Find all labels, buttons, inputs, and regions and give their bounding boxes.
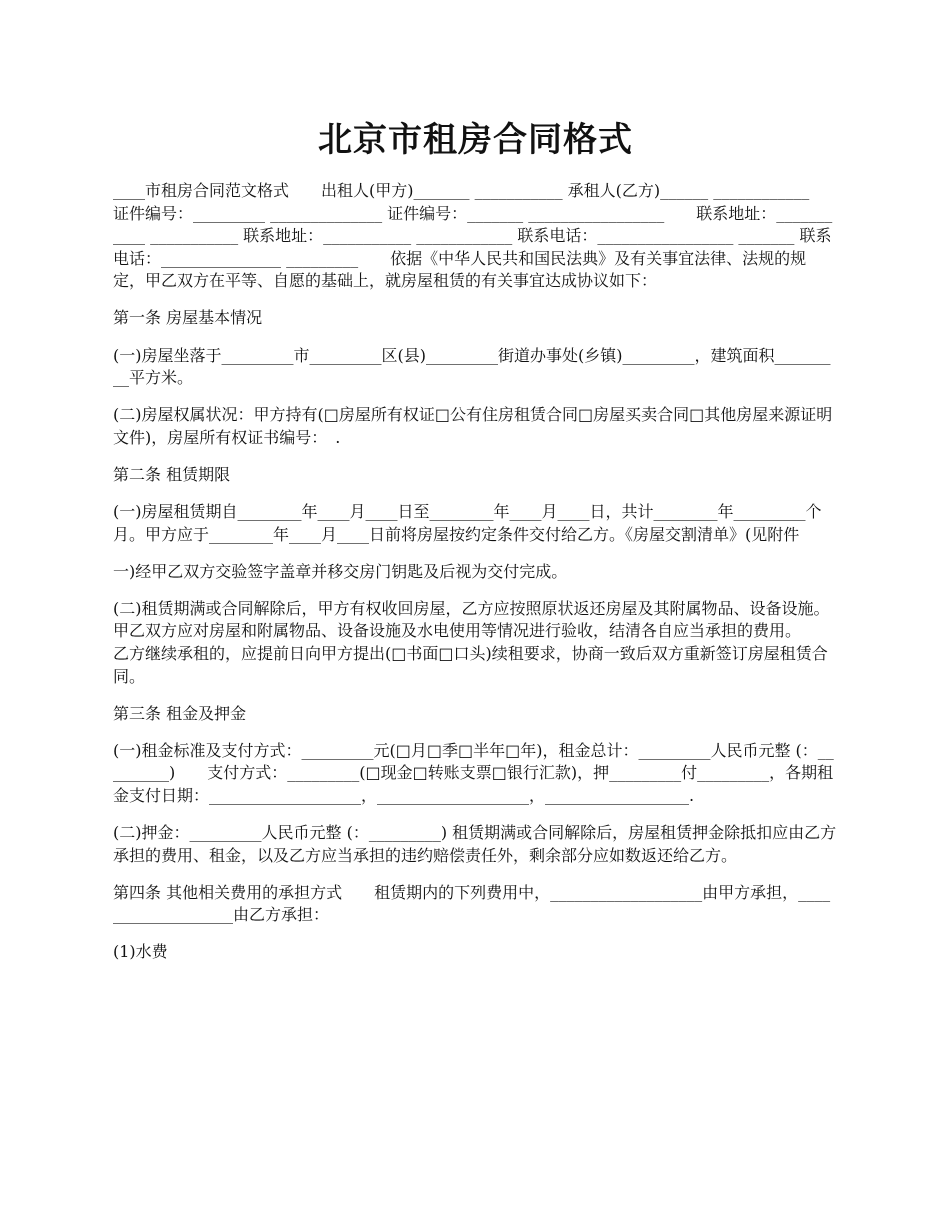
article-2-clause-1-cont: 一)经甲乙双方交验签字盖章并移交房门钥匙及后视为交付完成。 <box>113 561 568 581</box>
article-3-clause-2: (二)押金：_________人民币元整 (：_________) 租赁期满或合同解除后，房屋租赁押金除抵扣应由乙方承担的费用、租金，以及乙方应当承担的违约赔偿责任外，剩余部分应如数返还给乙方。 <box>113 823 837 865</box>
article-4-paragraph: 第四条 其他相关费用的承担方式 租赁期内的下列费用中，___________________由甲方承担，___________________由乙方承担： <box>113 882 831 925</box>
article-2-clause-2: (二)租赁期满或合同解除后，甲方有权收回房屋，乙方应按照原状返还房屋及其附属物品、设备设施。甲乙双方应对房屋和附属物品、设备设施及水电使用等情况进行验收，结清各自应当承担的费用。 乙方继续承租的，应提前日向甲方提出(□书面□口头)续租要求，协商一致后双方重新签订房屋租赁合同。 <box>113 598 830 686</box>
article-2-clause-1: (一)房屋租赁期自________年____月____日至________年____月____日，共计________年_________个月。甲方应于________年____月____日前将房屋按约定条件交付给乙方。《房屋交割清单》(见附件 <box>113 502 822 544</box>
article-1-clause-2: (二)房屋权属状况：甲方持有(□房屋所有权证□公有住房租赁合同□房屋买卖合同□其他房屋来源证明文件)，房屋所有权证书编号： . <box>113 405 833 447</box>
document-body <box>113 180 842 979</box>
article-2-heading: 第二条 租赁期限 <box>113 464 231 484</box>
article-3-heading: 第三条 租金及押金 <box>113 703 247 723</box>
intro-paragraph: ____市租房合同范文格式 出租人(甲方)_______ ___________ 承租人(乙方)______ ____________ 证件编号：_________ ______________ 证件编号：_______ _________________ 联系地址：___________ ___________ 联系地址：___________ ____________ 联系电话：_________________ _______ 联系电话：_______________ _________ 依据《中华人民共和国民法典》及有关事宜法律、法规的规定，甲乙双方在平等、自愿的基础上，就房屋租赁的有关事宜达成协议如下： <box>113 181 842 291</box>
article-1-heading: 第一条 房屋基本情况 <box>113 308 263 328</box>
article-1-clause-1: (一)房屋坐落于_________市_________区(县)_________街道办事处(乡镇)_________，建筑面积_________平方米。 <box>113 345 831 388</box>
document-title: 北京市租房合同格式 <box>318 120 633 160</box>
article-3-clause-1: (一)租金标准及支付方式：_________元(□月□季□半年□年)，租金总计：_________人民币元整 (：_________) 支付方式：_________(□现金□转账支票□银行汇款)，押_________付_________，各期租金支付日期：___________________，___________________，__________________. <box>113 740 834 805</box>
article-4-item-1: (1)水费 <box>113 942 168 962</box>
